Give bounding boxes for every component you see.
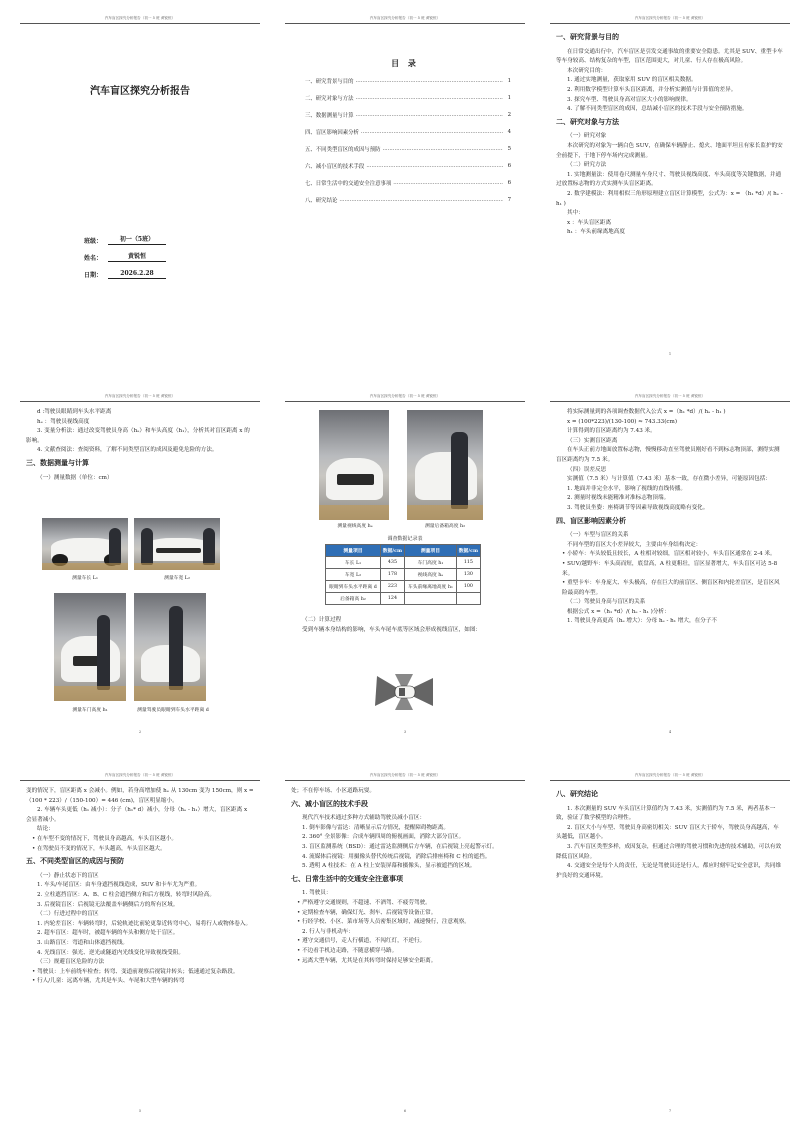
photo-door-height (54, 593, 126, 701)
paragraph: 1. 驾驶员： (302, 890, 332, 897)
table-header-cell: 测量项目 (326, 545, 381, 557)
page-header: 汽车盲区探究分析报告（初一 5 班 黄锐恒） (285, 773, 525, 781)
paragraph: 2. 盲区大小与车型、驾驶员身高密切相关：SUV 盲区大于轿车，驾驶员身高越高，车头越低，盲区越小。 (556, 824, 779, 841)
paragraph: 2. 利用数学模型计算车头盲区距离，并分析实测值与计算值的差异。 (567, 86, 737, 93)
bullet-item: • 行经学校、小区、菜市场等人员密集区域时，减速慢行，注意观察。 (297, 919, 470, 926)
page-header: 汽车盲区探究分析报告（初一 5 班 黄锐恒） (550, 394, 790, 402)
cover-info (84, 228, 166, 279)
paragraph: 4. 文献查阅法：查阅资料，了解不同类型盲区的成因及避免危险的方法。 (37, 447, 218, 454)
section-heading: 六、减小盲区的技术手段 (291, 799, 368, 808)
paragraph: 现代汽车技术通过多种方式辅助驾驶员减小盲区： (302, 815, 426, 822)
paragraph: 3. 汽车盲区类型多样，成因复杂，但通过合理的驾驶习惯和先进的技术辅助，可以有效降低盲区风险。 (556, 843, 782, 860)
class-value: 初一（5班） (108, 234, 166, 245)
paragraph: 其中： (567, 210, 584, 217)
paragraph: 3. 盲区监测系统（BSD）：通过雷达监测侧后方车辆，在后视镜上亮起警示灯。 (302, 843, 498, 850)
page-header: 汽车盲区探究分析报告（初一 5 班 黄锐恒） (550, 773, 790, 781)
paragraph: 1. 本次测量的 SUV 车头盲区计算值约为 7.43 米，实测值约为 7.5 米，两者基本一致，验证了数学模型的合理性。 (556, 805, 776, 822)
photo-caption: 测量视线高度 hₑ (337, 524, 373, 529)
name-label: 姓名： (84, 255, 103, 262)
page-header: 汽车盲区探究分析报告（初一 5 班 黄锐恒） (285, 394, 525, 402)
paragraph: 3. 山路盲区：弯道和山体遮挡视线。 (37, 939, 129, 946)
data-table (325, 544, 481, 605)
paragraph: （一）车型与盲区的关系 (567, 532, 629, 539)
page-body (26, 408, 254, 483)
toc-list (305, 72, 511, 208)
photo-car-length (42, 518, 128, 570)
bullet-item: • 定期检查车辆，确保灯光、刹车、后视镜等设备正常。 (297, 909, 437, 916)
toc-item[interactable]: 八、研究结论 ..... 7 (305, 191, 511, 208)
bullet-item: • 重型卡车：车身庞大、车头极高，存在巨大的前盲区、侧盲区和内轮差盲区，是盲区风险最高的车型。 (562, 580, 780, 596)
name-value: 黄锐恒 (108, 251, 166, 262)
section-heading: 四、盲区影响因素分析 (556, 516, 626, 525)
page-toc (285, 10, 525, 362)
paragraph: h₁ ：车头前缘离地高度 (567, 229, 625, 236)
toc-item[interactable]: 七、日常生活中的交通安全注意事项 ..... 6 (305, 174, 511, 191)
paragraph: hₑ ：驾驶员视线高度 (37, 418, 90, 425)
blind-spot-diagram (371, 672, 437, 712)
page-cover (20, 10, 260, 362)
paragraph: （二）驾驶员身高与盲区的关系 (567, 599, 646, 606)
page-number: 1 (668, 352, 672, 356)
bullet-item: • 小轿车：车头较低且较长，A 柱相对较细，盲区相对较小，车头盲区通常在 2-4 米。 (562, 551, 776, 558)
paragraph: 2. 数学建模法：利用相似三角形原理建立盲区计算模型，公式为：x = （h₁ *d）/( hₑ - h₁ ) (556, 190, 783, 207)
paragraph: （四）误差反思 (567, 466, 607, 473)
page-6 (285, 767, 525, 1119)
bullet-item: • 驾驶员：上车前绕车检查；转弯、变道前观察后视镜并转头；低速通过复杂路段。 (32, 968, 239, 975)
paragraph: （一）测量数据（单位：cm） (37, 474, 113, 481)
paragraph: 受到车辆本身结构的影响，车头车尾车底等区域会形成视线盲区，如图： (302, 626, 482, 633)
paragraph: 3. 驾驶员坐姿：座椅调节等因素导致视线高度略有变化。 (567, 504, 709, 511)
paragraph: 1. 通过实地测量，获取家用 SUV 的盲区相关数据。 (567, 77, 697, 84)
paragraph: 1. 实地测量法：使用卷尺测量车身尺寸、驾驶员视线高度、车头高度等关键数据，并通过放置标志物的方式实测车头盲区距离。 (556, 171, 782, 188)
paragraph: （二）计算过程 (302, 617, 342, 623)
paragraph: 4. 光线盲区：强光、逆光或隧道内光线变化导致视线受阻。 (37, 949, 184, 956)
paragraph: 1. 倒车影像与雷达：清晰显示后方情况，提醒障碍物距离。 (302, 824, 449, 831)
page-body (26, 787, 254, 987)
paragraph: 结论： (37, 826, 54, 833)
paragraph: 3. 后视镜盲区：后视镜无法覆盖车辆侧后方的所有区域。 (37, 901, 179, 908)
report-title: 汽车盲区探究分析报告 (90, 86, 190, 97)
table-row: 后备箱高 h₂ 124 (326, 593, 481, 605)
page-body (291, 616, 519, 635)
page-header: 汽车盲区探究分析报告（初一 5 班 黄锐恒） (20, 773, 260, 781)
page-number: 3 (403, 730, 407, 734)
photo-caption: 测量车门高度 h₁ (72, 708, 108, 713)
toc-item[interactable]: 二、研究对象与方法 ..... 1 (305, 89, 511, 106)
paragraph: 3. 变量分析法：通过改变驾驶员身高（hₑ）和车头高度（h₁），分析其对盲区距离 x 的影响。 (26, 428, 250, 444)
paragraph: （三）实测盲区距离 (567, 437, 618, 444)
toc-item[interactable]: 六、减小盲区的技术手段 ..... 6 (305, 157, 511, 174)
page-5 (20, 767, 260, 1119)
toc-title: 目 录 (391, 58, 419, 68)
photo-eye-height (319, 410, 389, 520)
bullet-item: • 遵守交通信号，走人行横道，不闯红灯，不逆行。 (297, 938, 426, 945)
photo-caption: 测量后备箱高度 h₂ (424, 524, 466, 529)
paragraph: 2. 车辆车头更低（h₁ 减小）：分子（h₁* d）减小，分母（hₑ - h₁）增大，盲区距离 x 会显著减小。 (26, 807, 248, 823)
paragraph: 2. 测量时视线未能精准对准标志物顶端。 (567, 495, 670, 502)
paragraph: 5. 透明 A 柱技术：在 A 柱上安装屏幕和摄像头，显示被遮挡的区域。 (302, 863, 476, 870)
paragraph: d :驾驶员眼睛到车头水平距离 (37, 409, 112, 415)
paragraph: 4. 了解不同类型盲区的成因，总结减小盲区的技术手段与安全预防措施。 (567, 106, 748, 113)
page-header: 汽车盲区探究分析报告（初一 5 班 黄锐恒） (285, 16, 525, 24)
table-row: 车长 L₁ 435 车门高度 h₁ 115 (326, 557, 481, 569)
paragraph: （三）规避盲区危险的方法 (37, 959, 105, 966)
page-header: 汽车盲区探究分析报告（初一 5 班 黄锐恒） (20, 394, 260, 402)
toc-item[interactable]: 四、盲区影响因素分析 ..... 4 (305, 123, 511, 140)
page-number: 2 (138, 730, 142, 734)
paragraph: 4. 交通安全是每个人的责任，无论是驾驶员还是行人，都应时刻牢记安全意识，共同维护良好的交通环境。 (556, 863, 782, 879)
date-value: 2026.2.28 (108, 270, 166, 279)
toc-item[interactable]: 三、数据测量与计算 ..... 2 (305, 106, 511, 123)
photo-trunk-height (407, 410, 483, 520)
paragraph: （二）行进过程中的盲区 (37, 911, 99, 918)
page-number: 4 (668, 730, 672, 734)
paragraph: 1. 内轮差盲区：车辆转弯时，后轮轨迹比前轮更靠近转弯中心，易将行人或物体卷入。 (37, 920, 252, 927)
section-heading: 八、研究结论 (556, 790, 598, 798)
paragraph: 3. 探究车型、驾驶员身高对盲区大小的影响规律。 (567, 96, 692, 103)
paragraph: （二）研究方法 (567, 162, 607, 169)
paragraph: 本次研究目的： (567, 67, 607, 74)
bullet-item: • 远离大型车辆，尤其是在其转弯时保持足够安全距离。 (297, 957, 437, 964)
toc-item[interactable]: 一、研究背景与目的 ..... 1 (305, 72, 511, 89)
section-heading: 三、数据测量与计算 (26, 458, 89, 467)
paragraph: （一）研究对象 (567, 133, 607, 140)
section-heading: 一、研究背景与目的 (556, 33, 619, 41)
page-header: 汽车盲区探究分析报告（初一 5 班 黄锐恒） (550, 16, 790, 24)
bullet-item: • 严格遵守交通规则，不超速、不酒驾、不疲劳驾驶。 (297, 899, 431, 906)
photo-caption: 测量车长 L₁ (72, 576, 98, 581)
page-3 (285, 388, 525, 740)
paragraph: 1. 地面并非完全水平，影响了视线的直线传播。 (567, 485, 686, 492)
page-7 (550, 767, 790, 1119)
paragraph: 实测值（7.5 米）与计算值（7.43 米）基本一致，存在微小差异，可能原因包括： (567, 476, 771, 483)
bullet-item: • 在车型不变的情况下，驾驶员身高越高，车头盲区越小。 (32, 835, 177, 842)
paragraph: 1. 驾驶员身高更高（hₑ 增大）：分母 hₑ - h₁ 增大，在分子不 (567, 618, 717, 625)
table-row: 车宽 L₂ 178 视线高度 hₑ 130 (326, 569, 481, 581)
class-label: 班级： (84, 238, 103, 245)
paragraph: （一）静止状态下的盲区 (37, 872, 99, 879)
photo-car-width (134, 518, 220, 570)
paragraph: 不同车型的盲区大小差异较大，主要由车身结构决定： (567, 541, 702, 548)
paragraph: 计算得到的盲区距离约为 7.43 米。 (567, 428, 656, 435)
table-header-cell: 数据/cm (456, 545, 480, 557)
bullet-item: • SUV/越野车：车头高而短，底盘高，A 柱更粗壮，盲区显著增大，车头盲区可达 5-8 米。 (562, 560, 778, 577)
bullet-item: • 行人/儿童：远离车辆，尤其是车头、车尾和大型车辆的转弯 (32, 978, 185, 985)
paragraph: 在日常交通出行中，汽车盲区是引发交通事故的重要安全隐患。尤其是 SUV、重型卡车等车身较高、结构复杂的车型，盲区范围更大，对儿童、行人存在极高风险。 (556, 48, 783, 65)
photo-caption: 测量驾驶员眼睛到车头水平距离 d (137, 708, 209, 713)
page-header: 汽车盲区探究分析报告（初一 5 班 黄锐恒） (20, 16, 260, 24)
paragraph: 将实际测量到的各项调查数据代入公式 x =（h₁ *d）/( hₑ - h₁ ) (567, 409, 726, 415)
paragraph: 处；不在停车场、小区道路玩耍。 (291, 788, 375, 794)
paragraph: 1. 车头/车尾盲区：由车身遮挡视线造成，SUV 和卡车尤为严重。 (37, 882, 201, 889)
paragraph: 2. 360° 全景影像：合成车辆四周的俯视画面，消除大部分盲区。 (302, 834, 465, 841)
date-label: 日期： (84, 272, 103, 279)
table-header-cell: 测量项目 (405, 545, 457, 557)
paragraph: 2. 立柱遮挡盲区：A、B、C 柱会遮挡侧方和后方视线，转弯时风险高。 (37, 891, 215, 898)
table-title: 调查数据记录表 (387, 536, 423, 542)
photo-caption: 测量车宽 L₂ (164, 576, 190, 581)
paragraph: 变的情况下，盲区距离 x 会减小。例如，若身高增加使 hₑ 从 130cm 变为 150cm，则 x =（100 * 223）/（150-100）= 446 (cm)，盲区明显缩小。 (26, 788, 254, 804)
page-body (556, 30, 784, 238)
paragraph: 4. 流媒体后视镜：用摄像头替代传统后视镜，消除后排座椅和 C 柱的遮挡。 (302, 853, 491, 860)
bullet-item: • 不边看手机边走路，不随意横穿马路。 (297, 947, 398, 954)
page-4 (550, 388, 790, 740)
section-heading: 五、不同类型盲区的成因与预防 (26, 857, 124, 866)
paragraph: x = (100*223)/(130-100) ≈ 743.33(cm) (567, 418, 678, 425)
paragraph: 本次研究的对象为一辆白色 SUV，在确保车辆静止、熄火、地面平坦且有家长监护的安全前提下，于地下停车场内完成测量。 (556, 142, 783, 159)
page-number: 7 (668, 1109, 672, 1113)
page-2 (20, 388, 260, 740)
paragraph: 在车头正前方地面放置标志物，慢慢移动直至驾驶员刚好看不到标志物顶部，测得实测盲区距离约为 7.5 米。 (556, 447, 780, 463)
section-heading: 七、日常生活中的交通安全注意事项 (291, 874, 403, 883)
table-row: 眼睛到车头水平距离 d 223 车头前缘离地高度 h₁ 100 (326, 581, 481, 593)
paragraph: x ：车头盲区距离 (567, 219, 612, 226)
paragraph: 2. 超车盲区：超车时，被超车辆的车头和侧方处于盲区。 (37, 930, 179, 937)
paragraph: 根据公式 x =（h₁ *d）/( hₑ - h₁ )分析： (567, 608, 670, 615)
page-1 (550, 10, 790, 362)
photo-eye-distance (134, 593, 206, 701)
page-body (556, 408, 784, 627)
page-number: 6 (403, 1109, 407, 1113)
page-number: 5 (138, 1109, 142, 1113)
page-body (556, 787, 784, 881)
section-heading: 二、研究对象与方法 (556, 117, 619, 126)
paragraph: 2. 行人与非机动车： (302, 928, 354, 935)
toc-item[interactable]: 五、不同类型盲区的成因与预防 ..... 5 (305, 140, 511, 157)
page-body (291, 787, 519, 966)
bullet-item: • 在驾驶员不变的情况下，车头越高，车头盲区越大。 (32, 845, 166, 852)
table-header-cell: 数据/cm (380, 545, 404, 557)
